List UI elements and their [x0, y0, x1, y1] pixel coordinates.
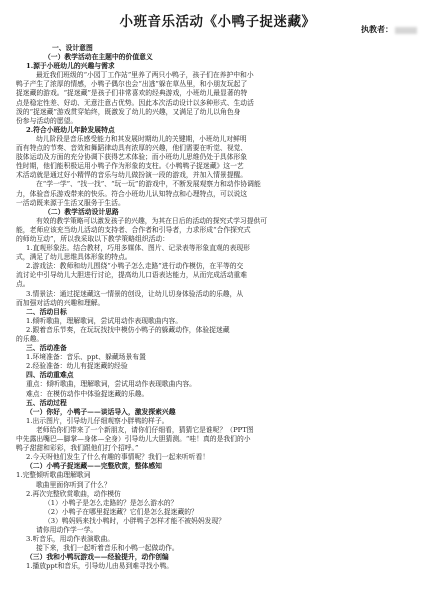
- document-line: （一）你好，小鸭子——谈话导入，激发探索兴趣: [26, 407, 176, 416]
- document-line: 一、设计意图: [52, 44, 93, 52]
- document-line: 歌曲里面你听到了什么？: [36, 480, 111, 489]
- document-line: 1.源于小班幼儿的兴趣与需求: [26, 62, 115, 71]
- document-line: 请你用动作学一学。: [36, 525, 98, 534]
- document-line: 二、活动目标: [26, 307, 67, 316]
- author-line: [361, 24, 417, 35]
- document-line: 鸭子甜甜和彩彩，我们跟他们打个招呼。”: [16, 444, 139, 453]
- document-line: 难点：在模仿动作中体验捉迷藏的乐趣。: [26, 389, 149, 398]
- document-title: 小班音乐活动《小鸭子捉迷藏》: [119, 14, 316, 30]
- author-name-redacted: [395, 27, 417, 34]
- document-line: 份参与活动的愿望。: [16, 116, 78, 125]
- document-line: 捉迷藏的游戏。“捉迷藏”是孩子们非常喜欢的经典游戏，小班幼儿最显著的特: [16, 89, 248, 98]
- document-line: 能，老师应该充当幼儿活动的支持者、合作者和引导者，力求形成“合作探究式: [16, 225, 251, 234]
- document-line: 幼儿阶段是音乐感受能力和其发展时期幼儿的关键期，小班幼儿对鲜明: [36, 134, 247, 143]
- document-line: 点。: [16, 280, 30, 289]
- document-line: 三、活动准备: [26, 344, 67, 353]
- document-line: 2.符合小班幼儿年龄发展特点: [26, 125, 115, 134]
- document-line: 中先露出嘴巴—脚掌—身体—全身）引导幼儿大胆猜测。“哇！真的是我们的小: [16, 435, 251, 444]
- document-line: 的乐趣。: [16, 335, 44, 343]
- document-line: 鸭子产生了浓厚的情感，小鸭子偶尔也会“出逃”躲在草丛里，和小朋友玩起了: [16, 80, 248, 89]
- document-line: （三）我和小鸭玩游戏——经验提升，动作创编: [26, 553, 169, 562]
- document-line: 肢体运动及方面的充分协调下获得艺术体验；而小班幼儿思维仍处于具体形象: [16, 153, 248, 162]
- document-line: 1.倾听歌曲，理解歌词，尝试用动作表现歌曲内容。: [26, 316, 183, 325]
- document-line: 1.出示图片，引导幼儿仔细观察小胖鸭的样子。: [26, 416, 169, 425]
- document-line: 流讨论中引导幼儿大胆进行讨论，提高幼儿口语表达能力，从而完成活动重难: [16, 271, 248, 280]
- document-line: 泼的“捉迷藏”游戏贯穿始终，既激发了幼儿的兴趣，又满足了幼儿以角色身: [16, 107, 241, 116]
- document-line: 1.完整倾听歌曲理解歌词: [16, 471, 91, 480]
- document-line: 一活动既来源于生活又服务于生活。: [16, 198, 125, 207]
- document-line: 而加强对活动的兴趣和理解。: [16, 298, 105, 307]
- document-line: 四、活动重难点: [26, 371, 74, 380]
- document-line: 3.情景法：通过捉迷藏这一情景的创设，让幼儿切身体验活动的乐趣，从: [26, 289, 244, 298]
- document-line: 性时期，他们能积极运用小鸭子作为形象的支柱。《小鸭鸭子捉迷藏》这一艺: [16, 162, 244, 171]
- document-line: 有效的教学策略可以激发孩子的兴趣，为其在日后的活动的探究式学习提供可: [36, 216, 268, 225]
- document-line: 1.环境准备：音乐、ppt、躲藏场景布置: [26, 353, 146, 362]
- document-line: （2）小鸭子在哪里捉迷藏？它们是怎么捉迷藏的？: [44, 507, 198, 516]
- document-line: 力，体验音乐游戏带来的快乐。符合小班幼儿认知特点和心理特点，可以说这: [16, 189, 248, 198]
- document-line: （二）教学活动设计思路: [44, 207, 119, 216]
- document-line: 2.再次完整欣赏歌曲，动作模仿: [26, 489, 121, 498]
- document-line: 点是稳定性差、好动、无意注意占优势。因此本次活动设计以多种形式、生动活: [16, 98, 254, 107]
- document-line: 式，满足了幼儿思维具体形象的特点。: [16, 253, 132, 262]
- document-line: 的师幼互动”，所以我采取以下教学策略组织活动：: [16, 234, 170, 243]
- document-line: 1.直观形象法。结合教材，巧用多媒体、图片、记录表等形象直观的表现形: [26, 244, 250, 253]
- document-line: 2.今天呀他们发生了什么有趣的事情呢？我们一起来听听看！: [26, 453, 210, 462]
- document-line: （3）鸭妈妈来找小鸭时，小胖鸭子怎样才能不被妈妈发现？: [44, 516, 226, 525]
- document-line: （一）教学活动在主题中的价值意义: [44, 53, 153, 62]
- document-line: 3.听音乐，用动作表演歌曲。: [26, 535, 115, 544]
- document-line: （1）小鸭子是怎么走路的？是怎么游水的？: [44, 498, 178, 507]
- document-line: 接下来，我们一起听着音乐和小鸭一起做动作。: [36, 544, 179, 553]
- document-line: 1.播放ppt和音乐，引导幼儿由易到难寻找小鸭。: [26, 562, 174, 571]
- document-line: 2.跟着音乐节奏，在玩玩找找中模仿小鸭子的躲藏动作，体验捉迷藏: [26, 325, 230, 334]
- document-line: 最近我们班级的“小园丁工作站”里养了两只小鸭子，孩子们在养护中和小: [36, 71, 254, 80]
- document-line: 2.游戏法：教师和幼儿围绕“小鸭子怎么走路”进行动作模仿，在平等的交: [26, 262, 244, 271]
- document-line: 2.经验准备：幼儿有捉迷藏的经验: [26, 362, 128, 371]
- document-line: 而有特点的节奏、音效和舞蹈律动具有浓厚的兴趣，他们需要在听觉、视觉、: [16, 144, 248, 153]
- document-line: 在“学一学”、“找一找”、“玩一玩”的游戏中，不断发展观察力和动作协调能: [36, 180, 261, 189]
- document-body: [16, 44, 419, 571]
- document-line: 五、活动过程: [26, 398, 67, 407]
- document-line: 重点：倾听歌曲，理解歌词，尝试用动作表现歌曲内容。: [26, 380, 196, 389]
- document-line: （二）小鸭子捉迷藏——完整欣赏，整体感知: [26, 462, 162, 471]
- document-line: 老师给你们带来了一个新朋友，请你们仔细看，猜猜它是谁呢？（PPT图: [36, 425, 254, 434]
- document-line: 术活动就是通过好小精悍的音乐与幼儿做扮演一段的游戏，并加入情景提醒。: [16, 171, 248, 180]
- author-label: 执教者：: [361, 24, 393, 34]
